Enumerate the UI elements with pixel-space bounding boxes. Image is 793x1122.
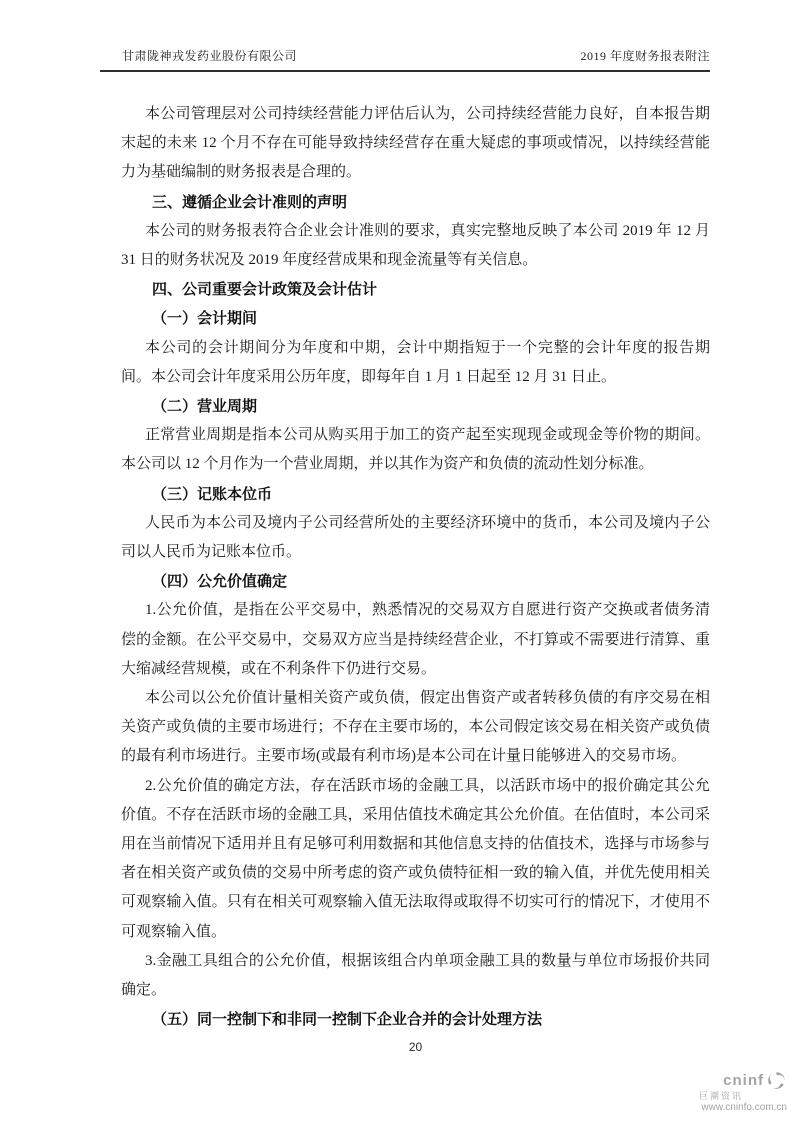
para-fair-value-3: 3.金融工具组合的公允价值，根据该组合内单项金融工具的数量与单位市场报价共同确定。 bbox=[121, 952, 710, 999]
heading-section-3-compliance-statement: 三、遵循企业会计准则的声明 bbox=[152, 193, 348, 211]
heading-4-5-business-combination: （五）同一控制下和非同一控制下企业合并的会计处理方法 bbox=[152, 1011, 543, 1029]
para-accounting-period: 本公司的会计期间分为年度和中期，会计中期指短于一个完整的会计年度的报告期间。本公司会计年度采用公历年度，即每年自 1 月 1 日起至 12 月 31 日止。 bbox=[121, 339, 710, 385]
para-going-concern: 本公司管理层对公司持续经营能力评估后认为，公司持续经营能力良好，自本报告期末起的未来 12 个月不存在可能导致持续经营存在重大疑虑的事项或情况，以持续经营能力为基础编制的财务报表是合理的。 bbox=[121, 106, 710, 181]
para-fair-value-market: 本公司以公允价值计量相关资产或负债，假定出售资产或者转移负债的有序交易在相关资产或负债的主要市场进行；不存在主要市场的，本公司假定该交易在相关资产或负债的最有利市场进行。主要市场(或最有利市场)是本公司在计量日能够进入的交易市场。 bbox=[121, 690, 710, 765]
para-compliance-statement: 本公司的财务报表符合企业会计准则的要求，真实完整地反映了本公司 2019 年 12 月 31 日的财务状况及 2019 年度经营成果和现金流量等有关信息。 bbox=[121, 222, 710, 269]
para-operating-cycle: 正常营业周期是指本公司从购买用于加工的资产起至实现现金或现金等价物的期间。本公司以 12 个月作为一个营业周期，并以其作为资产和负债的流动性划分标准。 bbox=[121, 427, 710, 473]
cninfo-brand-text: cninf bbox=[723, 1071, 764, 1089]
cninfo-chinese-name: 巨潮资讯 bbox=[698, 1091, 743, 1102]
page-header bbox=[100, 47, 710, 72]
header-company-name: 甘肃陇神戎发药业股份有限公司 bbox=[122, 49, 298, 63]
page-number: 20 bbox=[408, 1040, 423, 1054]
heading-4-3-functional-currency: （三）记账本位币 bbox=[152, 485, 273, 503]
cninfo-brand-row bbox=[699, 1070, 787, 1091]
heading-section-4-accounting-policies: 四、公司重要会计政策及会计估计 bbox=[152, 281, 378, 299]
para-fair-value-2: 2.公允价值的确定方法，存在活跃市场的金融工具，以活跃市场中的报价确定其公允价值。不存在活跃市场的金融工具，采用估值技术确定其公允价值。在估值时，本公司采用在当前情况下适用并且有足够可利用数据和其他信息支持的估值技术，选择与市场参与者在相关资产或负债的交易中所考虑的资产或负债特征相一致的输入值，并优先使用相关可观察输入值。只有在相关可观察输入值无法取得或取得不切实可行的情况下，才使用不可观察输入值。 bbox=[121, 777, 710, 940]
cninfo-url: www.cninfo.com.cn bbox=[701, 1101, 787, 1113]
heading-4-4-fair-value: （四）公允价值确定 bbox=[152, 573, 288, 591]
cninfo-watermark bbox=[699, 1070, 787, 1113]
cninfo-swirl-icon bbox=[766, 1070, 787, 1091]
document-body bbox=[121, 100, 710, 1035]
heading-4-2-operating-cycle: （二）营业周期 bbox=[152, 398, 258, 416]
header-report-title: 2019 年度财务报表附注 bbox=[580, 49, 710, 63]
para-functional-currency: 人民币为本公司及境内子公司经营所处的主要经济环境中的货币，本公司及境内子公司以人民币为记账本位币。 bbox=[121, 514, 710, 561]
para-fair-value-1: 1.公允价值，是指在公平交易中，熟悉情况的交易双方自愿进行资产交换或者债务清偿的金额。在公平交易中，交易双方应当是持续经营企业，不打算或不需要进行清算、重大缩减经营规模，或在不利条件下仍进行交易。 bbox=[121, 602, 710, 677]
heading-4-1-accounting-period: （一）会计期间 bbox=[152, 310, 258, 328]
